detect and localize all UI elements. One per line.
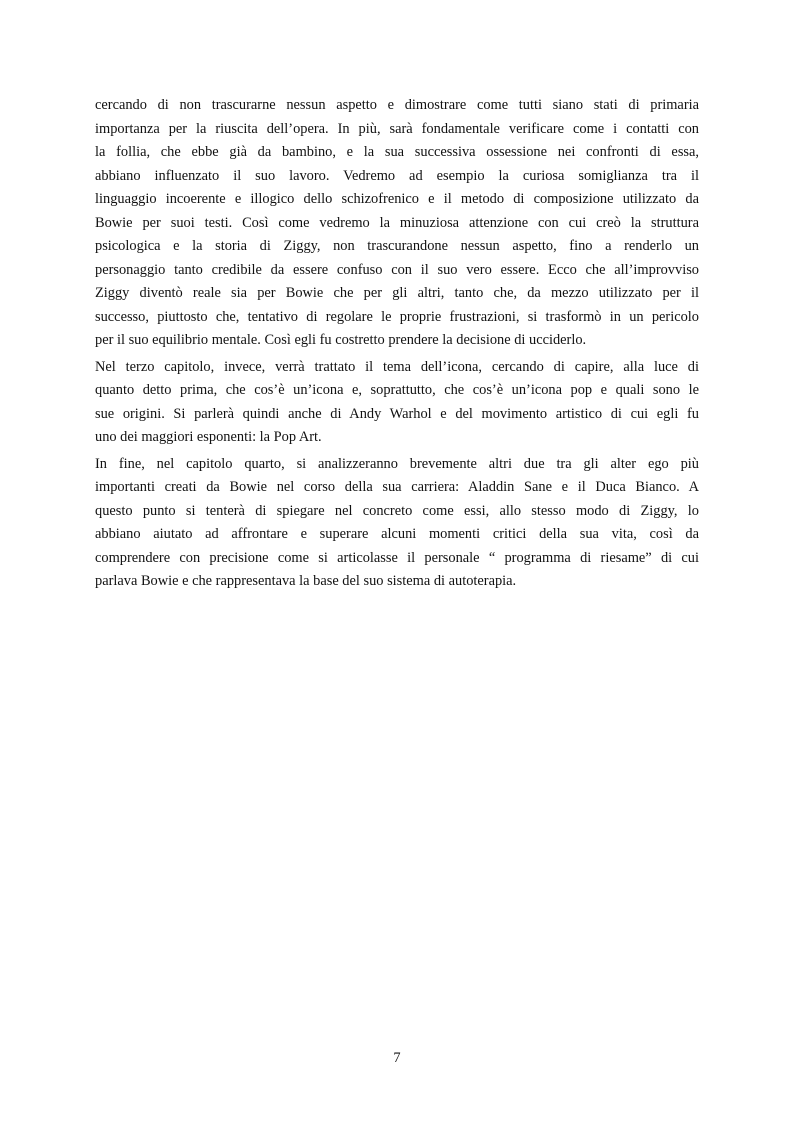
text-line: importanti creati da Bowie nel corso della sua carriera: Aladdin Sane e il Duca Bianco. A [95, 479, 699, 495]
text-line: successo, piuttosto che, tentativo di regolare le proprie frustrazioni, si trasformò in un pericolo [95, 308, 699, 325]
text-line: parlava Bowie e che rappresentava la base del suo sistema di autoterapia. [95, 573, 517, 589]
paragraph-chapter-three [95, 356, 699, 450]
text-line: per il suo equilibrio mentale. Così egli fu costretto prendere la decisione di ucciderlo. [95, 332, 587, 348]
text-line: questo punto si tenterà di spiegare nel concreto come essi, allo stesso modo di Ziggy, lo [95, 502, 699, 519]
text-line: Bowie per suoi testi. Così come vedremo la minuziosa attenzione con cui creò la struttura [95, 214, 699, 231]
text-line: psicologica e la storia di Ziggy, non trascurandone nessun aspetto, fino a renderlo un [95, 238, 699, 254]
text-line: abbiano influenzato il suo lavoro. Vedremo ad esempio la curiosa somiglianza tra il [95, 167, 699, 184]
text-line: Ziggy diventò reale sia per Bowie che per gli altri, tanto che, da mezzo utilizzato per il [95, 285, 699, 301]
page-number: 7 [393, 1050, 401, 1066]
text-line: In fine, nel capitolo quarto, si analizzeranno brevemente altri due tra gli alter ego più [95, 455, 699, 472]
body-text [95, 94, 699, 594]
text-line: linguaggio incoerente e illogico dello schizofrenico e il metodo di composizione utilizzato da [95, 191, 699, 207]
text-line: uno dei maggiori esponenti: la Pop Art. [95, 429, 322, 445]
text-line: cercando di non trascurarne nessun aspetto e dimostrare come tutti siano stati di primaria [95, 97, 699, 113]
text-line: Nel terzo capitolo, invece, verrà trattato il tema dell’icona, cercando di capire, alla luce di [95, 358, 699, 375]
text-line: la follia, che ebbe già da bambino, e la sua successiva ossessione nei confronti di essa, [95, 144, 699, 160]
text-line: sue origini. Si parlerà quindi anche di Andy Warhol e del movimento artistico di cui egli fu [95, 405, 699, 422]
paragraph-chapter-four [95, 453, 699, 594]
text-line: importanza per la riuscita dell’opera. In più, sarà fondamentale verificare come i contatti con [95, 120, 699, 137]
text-line: personaggio tanto credibile da essere confuso con il suo vero essere. Ecco che all’improvviso [95, 261, 699, 278]
text-line: quanto detto prima, che cos’è un’icona e, soprattutto, che cos’è un’icona pop e quali sono le [95, 382, 699, 398]
paragraph-intro-continuation [95, 94, 699, 353]
text-line: comprendere con precisione come si articolasse il personale “ programma di riesame” di cui [95, 549, 699, 566]
text-line: abbiano aiutato ad affrontare e superare alcuni momenti critici della sua vita, così da [95, 526, 699, 542]
